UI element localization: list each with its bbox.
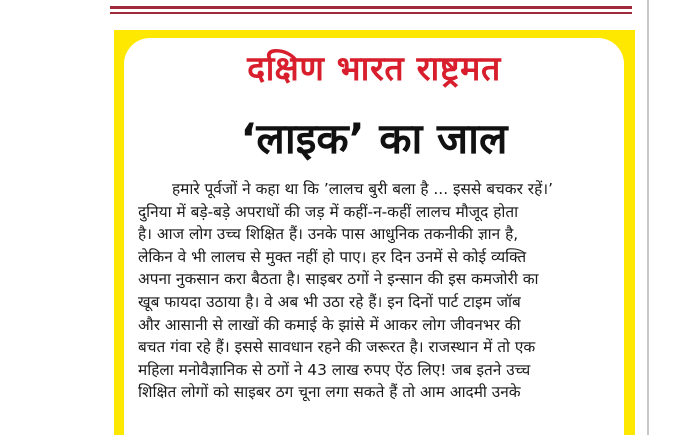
editorial-panel	[124, 38, 624, 435]
body-line: शिक्षित लोगों को साइबर ठग चूना लगा सकते हैं तो आम आदमी उनके	[138, 383, 521, 402]
body-line: लेकिन वे भी लालच से मुक्त नहीं हो पाए। हर दिन उनमें से कोई व्यक्ति	[138, 247, 527, 266]
body-line: बचत गंवा रहे हैं। इससे सावधान रहने की जरूरत है। राजस्थान में तो एक	[138, 338, 536, 357]
column-divider	[647, 0, 649, 435]
body-line: दुनिया में बड़े-बड़े अपराधों की जड़ में कहीं-न-कहीं लालच मौजूद होता	[138, 202, 519, 221]
editorial-body	[138, 178, 610, 404]
newspaper-masthead: दक्षिण भारत राष्ट्रमत	[247, 49, 501, 89]
body-line: महिला मनोवैज्ञानिक से ठगों ने 43 लाख रुपए ऐंठ लिए! जब इतने उच्च	[138, 360, 531, 379]
body-line: अपना नुकसान करा बैठता है। साइबर ठगों ने इन्सान की इस कमजोरी का	[138, 270, 539, 289]
body-line: खूब फायदा उठाया है। वे अब भी उठा रहे हैं। इन दिनों पार्ट टाइम जॉब	[138, 292, 521, 311]
top-rule-thick	[110, 6, 632, 9]
editorial-headline: ‘लाइक’ का जाल	[240, 114, 508, 163]
body-line: है। आज लोग उच्च शिक्षित हैं। उनके पास आधुनिक तकनीकी ज्ञान है,	[138, 225, 519, 244]
top-rule-thin	[110, 12, 632, 14]
body-line: हमारे पूर्वजों ने कहा था कि ’लालच बुरी बला है ... इससे बचकर रहें।’	[172, 180, 553, 198]
top-decorative-rules	[110, 6, 632, 18]
body-line: और आसानी से लाखों की कमाई के झांसे में आकर लोग जीवनभर की	[138, 315, 521, 334]
